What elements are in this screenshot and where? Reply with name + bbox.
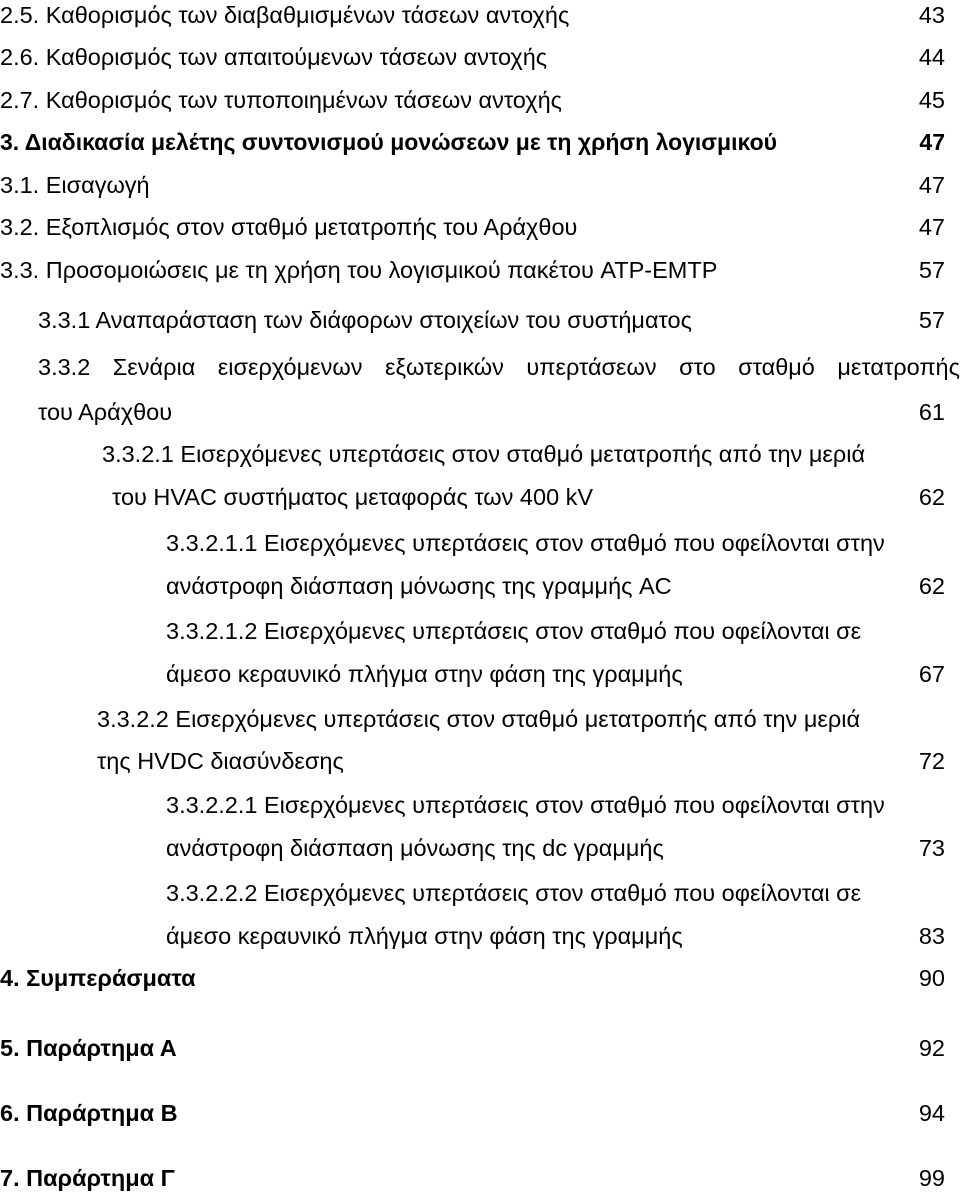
toc-entry-title-line2: ανάστροφη διάσπαση μόνωσης της dc γραμμής — [166, 835, 664, 861]
toc-entry-3-3-2-1-2 — [166, 616, 960, 646]
toc-entry-3-3-2-1-1 — [166, 528, 960, 558]
toc-entry-title-line2: της HVDC διασύνδεσης — [97, 748, 344, 774]
toc-entry-3-3-2-1 — [102, 439, 934, 469]
toc-entry-page: 57 — [918, 307, 945, 333]
toc-entry-title: 6. Παράρτημα Β — [0, 1100, 178, 1126]
toc-entry-title-line2: άμεσο κεραυνικό πλήγμα στην φάση της γραμμής — [166, 661, 683, 687]
toc-entry-3-3 — [0, 255, 945, 285]
toc-entry-title: 3. Διαδικασία μελέτης συντονισμού μονώσεων με τη χρήση λογισμικού — [0, 129, 778, 155]
toc-entry-title: 2.7. Καθορισμός των τυποποιημένων τάσεων αντοχής — [0, 87, 562, 113]
toc-entry-3-3-2-1-cont — [112, 482, 945, 512]
toc-entry-3-3-2-2-2-cont — [166, 921, 945, 951]
toc-entry-title-line1: 3.3.2.2.1 Εισερχόμενες υπερτάσεις στον σταθμό που οφείλονται στην — [166, 792, 885, 818]
toc-entry-page: 67 — [918, 661, 945, 687]
toc-entry-page: 45 — [918, 87, 945, 113]
toc-entry-3-3-2-1-1-cont — [166, 571, 945, 601]
toc-entry-3-3-2-2-2 — [166, 878, 960, 908]
toc-entry-7 — [0, 1163, 945, 1193]
toc-entry-page: 47 — [918, 172, 945, 198]
toc-entry-5 — [0, 1033, 945, 1063]
toc-entry-3-3-2-2-1-cont — [166, 833, 945, 863]
toc-entry-page: 94 — [918, 1100, 945, 1126]
toc-entry-page: 73 — [918, 835, 945, 861]
toc-entry-title: 2.6. Καθορισμός των απαιτούμενων τάσεων αντοχής — [0, 44, 548, 70]
toc-entry-3-3-2-2-cont — [97, 746, 945, 776]
toc-entry-title: 3.3.1 Αναπαράσταση των διάφορων στοιχείων του συστήματος — [38, 307, 692, 333]
toc-entry-3-1 — [0, 170, 945, 200]
toc-entry-page: 72 — [918, 748, 945, 774]
toc-entry-6 — [0, 1098, 945, 1128]
toc-entry-page: 99 — [918, 1165, 945, 1191]
toc-entry-title-line2: ανάστροφη διάσπαση μόνωσης της γραμμής AC — [166, 573, 672, 599]
toc-entry-3-3-2 — [38, 352, 960, 382]
toc-entry-3-3-2-1-2-cont — [166, 659, 945, 689]
toc-entry-page: 61 — [918, 399, 945, 425]
toc-entry-3 — [0, 127, 945, 157]
toc-entry-title: 7. Παράρτημα Γ — [0, 1165, 175, 1191]
toc-entry-3-3-2-cont — [38, 397, 945, 427]
toc-entry-title: 3.2. Εξοπλισμός στον σταθμό μετατροπής του Αράχθου — [0, 214, 578, 240]
toc-entry-page: 44 — [918, 44, 945, 70]
toc-entry-3-2 — [0, 212, 945, 242]
toc-entry-page: 90 — [918, 965, 945, 991]
toc-entry-page: 62 — [918, 573, 945, 599]
toc-entry-3-3-2-2 — [97, 704, 960, 734]
toc-entry-title-line1: 3.3.2.1.1 Εισερχόμενες υπερτάσεις στον σταθμό που οφείλονται στην — [166, 530, 885, 556]
toc-entry-2-5 — [0, 0, 945, 30]
toc-entry-title-line1: 3.3.2.2.2 Εισερχόμενες υπερτάσεις στον σταθμό που οφείλονται σε — [166, 880, 862, 906]
toc-entry-2-6 — [0, 42, 945, 72]
toc-entry-4 — [0, 963, 945, 993]
toc-entry-page: 43 — [918, 2, 945, 28]
toc-entry-title-line1: 3.3.2.2 Εισερχόμενες υπερτάσεις στον σταθμό μετατροπής από την μεριά — [97, 706, 861, 732]
toc-entry-title-line2: του Αράχθου — [38, 399, 173, 425]
toc-entry-title-line1: 3.3.2.1 Εισερχόμενες υπερτάσεις στον σταθμό μετατροπής από την μεριά — [102, 441, 866, 467]
toc-entry-page: 62 — [918, 484, 945, 510]
toc-entry-title-line1: 3.3.2 Σενάρια εισερχόμενων εξωτερικών υπερτάσεων στο σταθμό μετατροπής — [38, 354, 960, 380]
toc-entry-3-3-1 — [38, 305, 945, 335]
toc-entry-title-line1: 3.3.2.1.2 Εισερχόμενες υπερτάσεις στον σταθμό που οφείλονται σε — [166, 618, 862, 644]
toc-entry-page: 47 — [918, 214, 945, 240]
toc-entry-title: 4. Συμπεράσματα — [0, 965, 196, 991]
toc-entry-title-line2: του HVAC συστήματος μεταφοράς των 400 kV — [112, 484, 594, 510]
toc-entry-3-3-2-2-1 — [166, 790, 960, 820]
toc-entry-title: 3.1. Εισαγωγή — [0, 172, 150, 198]
toc-entry-page: 57 — [918, 257, 945, 283]
toc-entry-page: 47 — [919, 129, 945, 155]
toc-entry-2-7 — [0, 85, 945, 115]
toc-entry-title: 5. Παράρτημα Α — [0, 1035, 177, 1061]
toc-entry-page: 83 — [918, 923, 945, 949]
toc-entry-title: 3.3. Προσομοιώσεις με τη χρήση του λογισμικού πακέτου ATP-EMTP — [0, 257, 718, 283]
toc-entry-page: 92 — [918, 1035, 945, 1061]
toc-entry-title: 2.5. Καθορισμός των διαβαθμισμένων τάσεων αντοχής — [0, 2, 570, 28]
toc-entry-title-line2: άμεσο κεραυνικό πλήγμα στην φάση της γραμμής — [166, 923, 683, 949]
